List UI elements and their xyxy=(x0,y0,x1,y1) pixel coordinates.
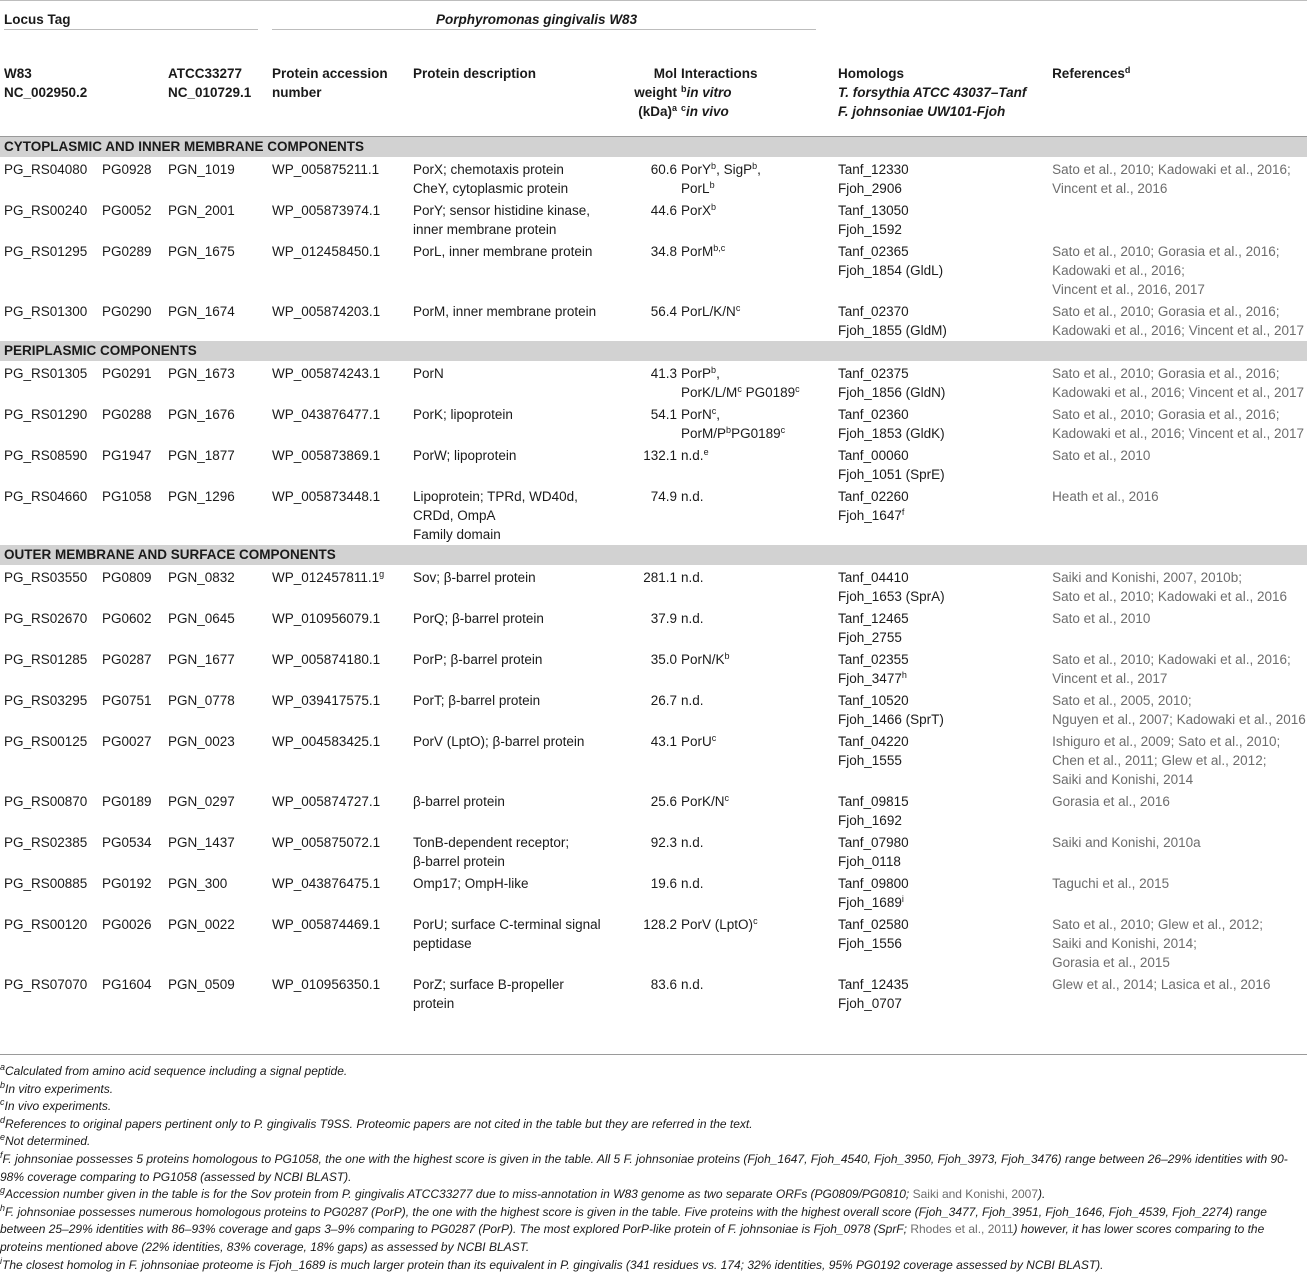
col-atcc: ATCC33277 NC_010729.1 xyxy=(164,44,268,136)
protein-accession: WP_005875072.1 xyxy=(272,834,381,850)
locus-pg: PG1058 xyxy=(102,488,152,504)
interactions: n.d. xyxy=(681,488,704,504)
protein-description: Lipoprotein; TPRd, WD40d, CRDd, OmpA Family domain xyxy=(413,488,578,542)
locus-w83: PG_RS01305 xyxy=(4,365,88,381)
footnote: $^d$References to original papers pertinent only to P. gingivalis T9SS. Proteomic papers are not cited in the table but they are referred in the text. xyxy=(0,1114,753,1131)
header-row-2 xyxy=(0,44,1307,136)
homologs: Tanf_02370 Fjoh_1855 (GldM) xyxy=(838,303,947,338)
locus-atcc: PGN_0645 xyxy=(168,610,235,626)
locus-pg: PG0288 xyxy=(102,406,152,422)
table-row xyxy=(0,647,1307,688)
homologs: Tanf_00060 Fjoh_1051 (SprE) xyxy=(838,447,945,482)
footnote: $^a$Calculated from amino acid sequence including a signal peptide. xyxy=(0,1062,348,1078)
locus-w83: PG_RS04080 xyxy=(4,161,88,177)
protein-accession: WP_005874243.1 xyxy=(272,365,381,381)
homologs: Tanf_07980 Fjoh_0118 xyxy=(838,834,909,869)
protein-accession: WP_012457811.1$^g$ xyxy=(272,568,385,585)
table-row xyxy=(0,606,1307,647)
mol-weight: 281.1 xyxy=(643,569,678,585)
interactions: PorX$^b$ xyxy=(681,201,717,218)
protein-accession: WP_005874203.1 xyxy=(272,303,381,319)
locus-atcc: PGN_1676 xyxy=(168,406,235,422)
section-header xyxy=(0,544,1307,565)
references: Sato et al., 2010; Kadowaki et al., 2016; Vincent et al., 2016 xyxy=(1052,161,1291,196)
locus-w83: PG_RS01295 xyxy=(4,243,88,259)
protein-accession: WP_005873869.1 xyxy=(272,447,381,463)
locus-w83: PG_RS00125 xyxy=(4,733,88,749)
homologs: Tanf_09815 Fjoh_1692 xyxy=(838,793,909,828)
col-w83: W83 NC_002950.2 xyxy=(0,44,98,136)
protein-description: PorW; lipoprotein xyxy=(413,447,517,463)
mol-weight: 43.1 xyxy=(650,733,678,749)
section-header xyxy=(0,340,1307,361)
protein-accession: WP_005873974.1 xyxy=(272,202,381,218)
homologs: Tanf_04410 Fjoh_1653 (SprA) xyxy=(838,569,945,604)
locus-atcc: PGN_0022 xyxy=(168,916,235,932)
locus-atcc: PGN_1677 xyxy=(168,651,235,667)
locus-tag-header: Locus Tag xyxy=(0,1,268,45)
locus-atcc: PGN_0023 xyxy=(168,733,235,749)
mol-weight: 34.8 xyxy=(650,243,678,259)
locus-w83: PG_RS04660 xyxy=(4,488,88,504)
locus-pg: PG0809 xyxy=(102,569,152,585)
locus-pg: PG0189 xyxy=(102,793,152,809)
mol-weight: 128.2 xyxy=(643,916,678,932)
mol-weight: 83.6 xyxy=(650,976,678,992)
footnote: $^i$The closest homolog in F. johnsoniae proteome is Fjoh_1689 is much larger protein than its equivalent in P. gingivalis (341 residues vs. 174; 32% identities, 95% PG0192 coverage assessed by NCBI BLAST). xyxy=(0,1255,1104,1272)
table-row xyxy=(0,565,1307,606)
col-accession: Protein accession number xyxy=(268,44,409,136)
interactions: PorP$^b$, PorK/$L/M^c$ PG0189$^c$ xyxy=(681,364,800,400)
references: Sato et al., 2010; Kadowaki et al., 2016; Vincent et al., 2017 xyxy=(1052,651,1291,686)
mol-weight: 26.7 xyxy=(650,692,678,708)
locus-pg: PG0052 xyxy=(102,202,152,218)
mol-weight: 54.1 xyxy=(650,406,678,422)
homologs: Tanf_04220 Fjoh_1555 xyxy=(838,733,909,768)
locus-pg: PG0534 xyxy=(102,834,152,850)
references: Saiki and Konishi, 2010a xyxy=(1052,834,1201,850)
locus-pg: PG0289 xyxy=(102,243,152,259)
homologs: Tanf_12465 Fjoh_2755 xyxy=(838,610,909,645)
references: Sato et al., 2010; Glew et al., 2012; Saiki and Konishi, 2014; Gorasia et al., 2015 xyxy=(1052,916,1263,970)
locus-w83: PG_RS01285 xyxy=(4,651,88,667)
locus-w83: PG_RS08590 xyxy=(4,447,88,463)
locus-w83: PG_RS01290 xyxy=(4,406,88,422)
protein-description: PorZ; surface B-propeller protein xyxy=(413,976,564,1011)
locus-w83: PG_RS00885 xyxy=(4,875,88,891)
header-row-1 xyxy=(0,1,1307,45)
interactions: n.d. xyxy=(681,834,704,850)
interactions: PorK/$N^c$ xyxy=(681,792,730,809)
mol-weight: 37.9 xyxy=(650,610,678,626)
references xyxy=(1048,198,1307,239)
homologs: Tanf_13050 Fjoh_1592 xyxy=(838,202,909,237)
locus-atcc: PGN_2001 xyxy=(168,202,235,218)
locus-w83: PG_RS00870 xyxy=(4,793,88,809)
locus-pg: PG1604 xyxy=(102,976,152,992)
col-interactions: Interactions $^b$in vitro $^c$in vivo xyxy=(677,44,834,136)
protein-accession: WP_005874469.1 xyxy=(272,916,381,932)
locus-w83: PG_RS07070 xyxy=(4,976,88,992)
locus-pg: PG1947 xyxy=(102,447,152,463)
table-row xyxy=(0,239,1307,299)
mol-weight: 74.9 xyxy=(650,488,678,504)
footnote: $^e$Not determined. xyxy=(0,1132,91,1149)
protein-accession: WP_012458450.1 xyxy=(272,243,381,259)
protein-description: PorV (LptO); β-barrel protein xyxy=(413,733,585,749)
interactions: PorM$^{b,c}$ xyxy=(681,242,726,259)
interactions: n.d. xyxy=(681,976,704,992)
mol-weight: 25.6 xyxy=(650,793,678,809)
locus-pg: PG0287 xyxy=(102,651,152,667)
references: Gorasia et al., 2016 xyxy=(1052,793,1170,809)
locus-w83: PG_RS00120 xyxy=(4,916,88,932)
interactions: PorV (LptO)$^c$ xyxy=(681,915,758,932)
protein-description: PorM, inner membrane protein xyxy=(413,303,597,319)
locus-w83: PG_RS02385 xyxy=(4,834,88,850)
protein-description: Omp17; OmpH-like xyxy=(413,875,529,891)
table-row xyxy=(0,912,1307,972)
table-row xyxy=(0,484,1307,545)
references: Saiki and Konishi, 2007, 2010b; Sato et al., 2010; Kadowaki et al., 2016 xyxy=(1052,569,1287,604)
table-row xyxy=(0,402,1307,443)
locus-pg: PG0192 xyxy=(102,875,152,891)
table-row xyxy=(0,157,1307,198)
col-mol-weight: Mol weight (kDa)$^a$ xyxy=(609,44,677,136)
references: Sato et al., 2010; Gorasia et al., 2016; Kadowaki et al., 2016; Vincent et al., 2017 xyxy=(1052,365,1304,400)
col-references: References$^d$ xyxy=(1048,44,1307,136)
table-row xyxy=(0,299,1307,341)
references: Heath et al., 2016 xyxy=(1052,488,1159,504)
protein-accession: WP_005875211.1 xyxy=(272,161,380,177)
col-homologs: Homologs T. forsythia ATCC 43037–Tanf F. johnsoniae UW101-Fjoh xyxy=(834,44,1048,136)
table-row xyxy=(0,198,1307,239)
table-row xyxy=(0,830,1307,871)
references: Sato et al., 2010; Gorasia et al., 2016; Kadowaki et al., 2016; Vincent et al., 2017 xyxy=(1052,303,1304,338)
references: Sato et al., 2010; Gorasia et al., 2016; Kadowaki et al., 2016; Vincent et al., 2016, 2017 xyxy=(1052,243,1280,297)
locus-pg: PG0026 xyxy=(102,916,152,932)
references: Sato et al., 2010; Gorasia et al., 2016; Kadowaki et al., 2016; Vincent et al., 2017 xyxy=(1052,406,1304,441)
references: Sato et al., 2005, 2010; Nguyen et al., 2007; Kadowaki et al., 2016 xyxy=(1052,692,1306,727)
protein-description: TonB-dependent receptor; β-barrel protein xyxy=(413,834,570,869)
locus-atcc: PGN_1877 xyxy=(168,447,235,463)
locus-pg: PG0602 xyxy=(102,610,152,626)
protein-description: PorQ; β-barrel protein xyxy=(413,610,544,626)
protein-accession: WP_005874180.1 xyxy=(272,651,381,667)
section-title: CYTOPLASMIC AND INNER MEMBRANE COMPONENTS xyxy=(0,136,1307,157)
locus-atcc: PGN_0509 xyxy=(168,976,235,992)
references: Glew et al., 2014; Lasica et al., 2016 xyxy=(1052,976,1271,992)
protein-accession: WP_043876477.1 xyxy=(272,406,381,422)
locus-w83: PG_RS01300 xyxy=(4,303,88,319)
locus-pg: PG0027 xyxy=(102,733,152,749)
references: Taguchi et al., 2015 xyxy=(1052,875,1170,891)
footnote: $^c$In vivo experiments. xyxy=(0,1097,112,1114)
locus-atcc: PGN_1296 xyxy=(168,488,235,504)
col-description: Protein description xyxy=(409,44,609,136)
locus-w83: PG_RS03550 xyxy=(4,569,88,585)
protein-accession: WP_010956079.1 xyxy=(272,610,381,626)
mol-weight: 41.3 xyxy=(650,365,678,381)
interactions: n.d. xyxy=(681,610,704,626)
locus-pg: PG0291 xyxy=(102,365,152,381)
homologs: Tanf_02260 Fjoh_1647$^f$ xyxy=(838,488,909,523)
locus-pg: PG0290 xyxy=(102,303,152,319)
protein-accession: WP_039417575.1 xyxy=(272,692,381,708)
locus-atcc: PGN_1673 xyxy=(168,365,235,381)
table-row xyxy=(0,688,1307,729)
interactions: PorN/$K^b$ xyxy=(681,650,730,667)
section-header xyxy=(0,136,1307,157)
organism-header: Porphyromonas gingivalis W83 xyxy=(268,1,1048,45)
footnotes xyxy=(0,1054,1307,1274)
homologs: Tanf_02580 Fjoh_1556 xyxy=(838,916,909,951)
locus-pg: PG0751 xyxy=(102,692,152,708)
protein-accession: WP_005873448.1 xyxy=(272,488,381,504)
table-row xyxy=(0,361,1307,402)
protein-description: Sov; β-barrel protein xyxy=(413,569,536,585)
footnote: $^g$Accession number given in the table is for the Sov protein from P. gingivalis ATCC33277 due to miss-annotation in W83 genome as two separate ORFs (PG0809/PG0810; Saiki and Konishi, 2007). xyxy=(0,1185,1046,1202)
mol-weight: 60.6 xyxy=(650,161,678,177)
homologs: Tanf_09800 Fjoh_1689$^i$ xyxy=(838,875,909,910)
protein-description: PorX; chemotaxis protein CheY, cytoplasmic protein xyxy=(413,161,569,196)
locus-pg: PG0928 xyxy=(102,161,152,177)
references: Sato et al., 2010 xyxy=(1052,610,1151,626)
mol-weight: 132.1 xyxy=(643,447,678,463)
mol-weight: 56.4 xyxy=(650,303,678,319)
locus-atcc: PGN_300 xyxy=(168,875,228,891)
table-row xyxy=(0,871,1307,912)
locus-atcc: PGN_1674 xyxy=(168,303,235,319)
homologs: Tanf_02360 Fjoh_1853 (GldK) xyxy=(838,406,945,441)
footnote: $^f$F. johnsoniae possesses 5 proteins homologous to PG1058, the one with the highest score is given in the table. All 5 F. johnsoniae proteins (Fjoh_1647, Fjoh_4540, Fjoh_3950, Fjoh_3973, Fjoh_3476) range between 26–29% identities with 90-98% coverage comparing to PG1058 (assessed by NCBI BLAST). xyxy=(0,1149,1288,1184)
locus-w83: PG_RS02670 xyxy=(4,610,88,626)
protein-description: PorL, inner membrane protein xyxy=(413,243,593,259)
homologs: Tanf_10520 Fjoh_1466 (SprT) xyxy=(838,692,944,727)
footnote: $^h$F. johnsoniae possesses numerous homologous proteins to PG0287 (PorP), the one with the highest score is given in the table. Five proteins with the highest overall score (Fjoh_3477, Fjoh_3951, Fjoh_1646, Fjoh_4539, Fjoh_2274) range between 25–29% identities with 86–93% coverage and gaps 3–9% comparing to PG0287 (PorP). The most explored PorP-like protein of F. johnsoniae is Fjoh_0978 (SprF; Rhodes et al., 2011) however, it has lower scores comparing to the proteins mentioned above (22% identities, 83% coverage, 18% gaps) as assessed by NCBI BLAST. xyxy=(0,1202,1267,1254)
mol-weight: 19.6 xyxy=(650,875,678,891)
homologs: Tanf_02375 Fjoh_1856 (GldN) xyxy=(838,365,946,400)
table-row xyxy=(0,729,1307,789)
protein-description: PorU; surface C-terminal signal peptidase xyxy=(413,916,601,951)
protein-description: PorN xyxy=(413,365,444,381)
interactions: PorN$^c$, PorM/$P^bPG0189^c$ xyxy=(681,405,786,441)
footnote: $^b$In vitro experiments. xyxy=(0,1079,114,1096)
protein-accession: WP_004583425.1 xyxy=(272,733,381,749)
locus-atcc: PGN_0778 xyxy=(168,692,235,708)
locus-w83: PG_RS03295 xyxy=(4,692,88,708)
homologs: Tanf_12330 Fjoh_2906 xyxy=(838,161,909,196)
references: Sato et al., 2010 xyxy=(1052,447,1151,463)
interactions: n.d.$^e$ xyxy=(681,446,709,463)
interactions: PorY$^b$, SigP$^b$, PorL$^b$ xyxy=(681,160,761,196)
interactions: n.d. xyxy=(681,569,704,585)
protein-description: PorY; sensor histidine kinase, inner membrane protein xyxy=(413,202,590,237)
protein-accession: WP_010956350.1 xyxy=(272,976,381,992)
section-title: OUTER MEMBRANE AND SURFACE COMPONENTS xyxy=(0,544,1307,565)
locus-atcc: PGN_1019 xyxy=(168,161,235,177)
locus-w83: PG_RS00240 xyxy=(4,202,88,218)
interactions: n.d. xyxy=(681,692,704,708)
interactions: PorU$^c$ xyxy=(681,732,717,749)
locus-atcc: PGN_0297 xyxy=(168,793,235,809)
locus-atcc: PGN_1437 xyxy=(168,834,235,850)
mol-weight: 92.3 xyxy=(650,834,678,850)
interactions: n.d. xyxy=(681,875,704,891)
mol-weight: 35.0 xyxy=(650,651,678,667)
table-row xyxy=(0,789,1307,830)
mol-weight: 44.6 xyxy=(650,202,678,218)
section-title: PERIPLASMIC COMPONENTS xyxy=(0,340,1307,361)
locus-atcc: PGN_1675 xyxy=(168,243,235,259)
table-row xyxy=(0,443,1307,484)
interactions: PorL/$K/N^c$ xyxy=(681,302,741,319)
table-row xyxy=(0,972,1307,1013)
protein-accession: WP_043876475.1 xyxy=(272,875,381,891)
homologs: Tanf_12435 Fjoh_0707 xyxy=(838,976,909,1011)
protein-description: PorP; β-barrel protein xyxy=(413,651,543,667)
protein-description: PorK; lipoprotein xyxy=(413,406,513,422)
protein-accession: WP_005874727.1 xyxy=(272,793,381,809)
protein-description: PorT; β-barrel protein xyxy=(413,692,541,708)
protein-description: β-barrel protein xyxy=(413,793,505,809)
references: Ishiguro et al., 2009; Sato et al., 2010; Chen et al., 2011; Glew et al., 2012; Saiki and Konishi, 2014 xyxy=(1052,733,1281,787)
homologs: Tanf_02365 Fjoh_1854 (GldL) xyxy=(838,243,944,278)
locus-atcc: PGN_0832 xyxy=(168,569,235,585)
homologs: Tanf_02355 Fjoh_3477$^h$ xyxy=(838,651,909,686)
